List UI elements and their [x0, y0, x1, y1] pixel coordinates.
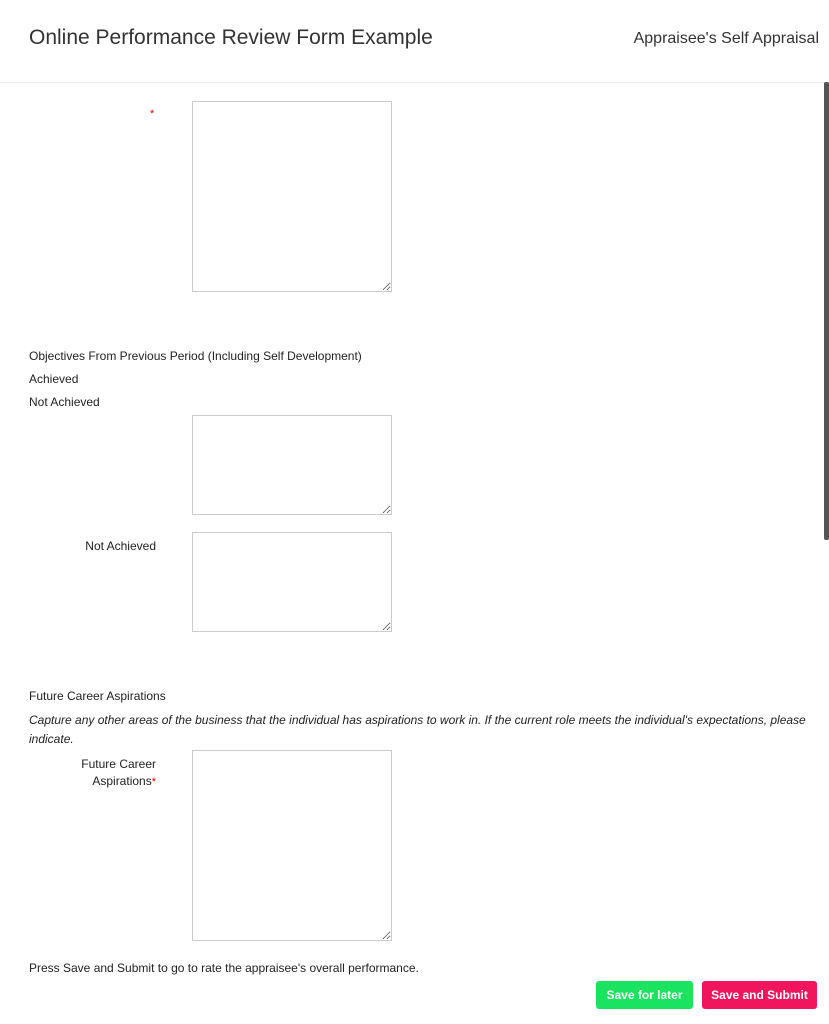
save-and-submit-button[interactable]: Save and Submit: [702, 981, 817, 1009]
career-field-label: [0, 756, 156, 791]
not-achieved-textarea[interactable]: [192, 532, 392, 632]
career-textarea[interactable]: [192, 750, 392, 941]
page-title: Online Performance Review Form Example: [29, 26, 433, 49]
achieved-label: Achieved: [29, 372, 79, 386]
achieved-textarea[interactable]: [192, 415, 392, 515]
career-label-line1: Future Career: [81, 757, 156, 771]
career-label-line2: [0, 773, 156, 791]
objectives-heading: Objectives From Previous Period (Including Self Development): [29, 349, 362, 363]
career-description: Capture any other areas of the business that the individual has aspirations to work in. If the current role meets the individual's expectations, please indicate.: [29, 713, 806, 746]
career-label-text: Aspirations: [92, 774, 152, 788]
top-textarea[interactable]: [192, 101, 392, 292]
form-header: [0, 0, 829, 83]
scrollbar[interactable]: [824, 82, 829, 540]
required-asterisk: *: [150, 108, 155, 120]
not-achieved-label: Not Achieved: [29, 395, 100, 409]
not-achieved-field-label: Not Achieved: [85, 539, 156, 553]
submit-instruction: Press Save and Submit to go to rate the appraisee's overall performance.: [29, 961, 419, 975]
career-heading: Future Career Aspirations: [29, 689, 166, 703]
required-asterisk: *: [151, 776, 156, 788]
save-for-later-button[interactable]: Save for later: [596, 981, 693, 1009]
section-title: Appraisee's Self Appraisal: [633, 30, 819, 47]
